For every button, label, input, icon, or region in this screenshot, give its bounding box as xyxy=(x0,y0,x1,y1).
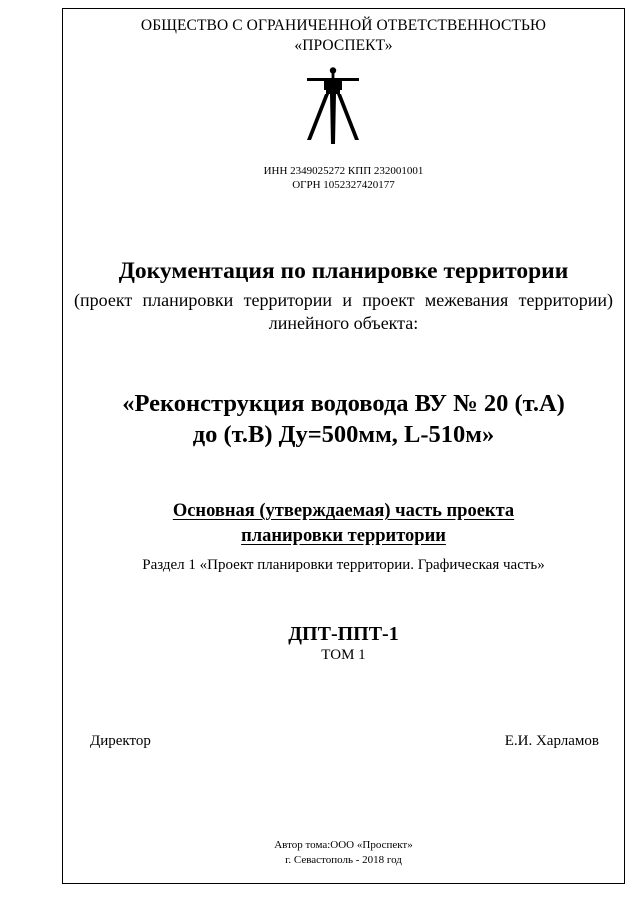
organization-name-line1: ОБЩЕСТВО С ОГРАНИЧЕННОЙ ОТВЕТСТВЕННОСТЬЮ xyxy=(140,17,547,34)
object-name xyxy=(62,388,625,450)
inn-kpp: ИНН 2349025272 КПП 232001001 xyxy=(263,165,424,177)
part-heading-line1: Основная (утверждаемая) часть проекта xyxy=(172,501,515,521)
document-subtitle: (проект планировки территории и проект межевания территории) линейного объекта: xyxy=(74,290,613,333)
organization-name xyxy=(62,16,625,56)
organization-name-line2: «ПРОСПЕКТ» xyxy=(294,37,393,54)
object-name-line1: «Реконструкция водовода ВУ № 20 (т.А) xyxy=(122,390,565,417)
signature-name: Е.И. Харламов xyxy=(504,733,599,749)
footer-author: Автор тома:ООО «Проспект» xyxy=(274,839,413,851)
document-title: Документация по планировке территории xyxy=(118,258,569,284)
registration-ids xyxy=(62,164,625,192)
part-heading-line2: планировки территории xyxy=(241,526,446,546)
section-title: Раздел 1 «Проект планировки территории. Графическая часть» xyxy=(142,557,545,573)
ogrn: ОГРН 1052327420177 xyxy=(292,179,395,191)
part-heading xyxy=(62,499,625,549)
object-name-line2: до (т.В) Ду=500мм, L-510м» xyxy=(192,421,495,448)
volume-number: ТОМ 1 xyxy=(321,647,366,663)
footer xyxy=(62,838,625,868)
footer-city-year: г. Севастополь - 2018 год xyxy=(285,854,402,866)
theodolite-tripod-icon xyxy=(302,66,364,146)
document-code: ДПТ-ППТ-1 xyxy=(288,623,399,645)
signature-role: Директор xyxy=(90,733,151,749)
